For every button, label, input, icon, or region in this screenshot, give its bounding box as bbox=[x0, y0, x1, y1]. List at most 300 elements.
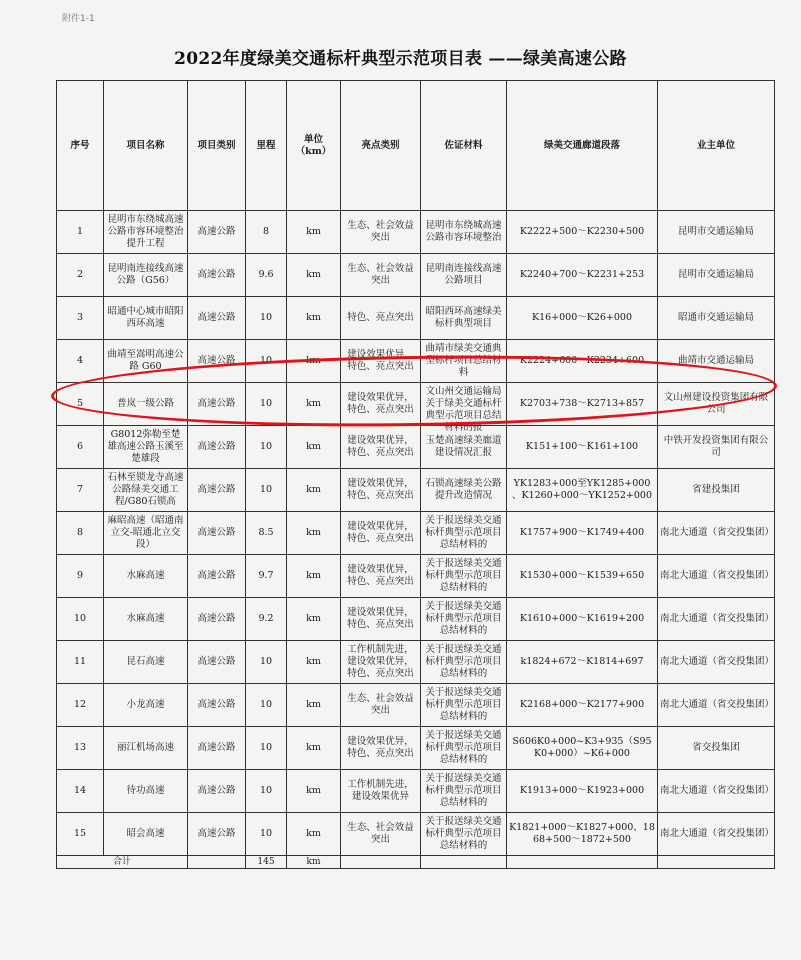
owner-unit-cell bbox=[658, 684, 775, 727]
page-title: 2022年度绿美交通标杆典型示范项目表 ——绿美高速公路 bbox=[174, 49, 627, 69]
table-row bbox=[57, 684, 775, 727]
evidence-material-cell bbox=[421, 512, 507, 555]
corridor-section-cell bbox=[507, 813, 658, 856]
unit: km bbox=[306, 613, 321, 624]
row-number-cell bbox=[57, 770, 104, 813]
project-name-cell bbox=[104, 297, 188, 340]
project-category: 高速公路 bbox=[197, 613, 236, 624]
owner-unit: 省交投集团 bbox=[692, 742, 740, 753]
header-cell: 单位 （km） bbox=[287, 81, 341, 211]
owner-unit-cell bbox=[658, 383, 775, 426]
evidence-material: 玉楚高速绿美廊道建设情况汇报 bbox=[425, 435, 502, 458]
mileage: 9.2 bbox=[258, 613, 274, 624]
corridor-section-cell bbox=[507, 598, 658, 641]
evidence-material-cell bbox=[421, 469, 507, 512]
owner-unit-cell bbox=[658, 770, 775, 813]
corridor-section: S606K0+000~K3+935（S95K0+000）~K6+000 bbox=[512, 736, 652, 759]
project-category-cell bbox=[188, 555, 246, 598]
project-category-cell bbox=[188, 512, 246, 555]
project-category-cell bbox=[188, 469, 246, 512]
project-table bbox=[56, 80, 775, 869]
unit-cell bbox=[287, 813, 341, 856]
owner-unit-cell bbox=[658, 727, 775, 770]
corridor-section-cell bbox=[507, 727, 658, 770]
mileage-cell bbox=[246, 727, 287, 770]
mileage-cell bbox=[246, 641, 287, 684]
highlight-category: 建设效果优异，特色、亮点突出 bbox=[347, 435, 414, 458]
unit: km bbox=[306, 828, 321, 839]
corridor-section: K1530+000～K1539+650 bbox=[519, 570, 645, 581]
project-name-cell bbox=[104, 727, 188, 770]
project-name: 小龙高速 bbox=[126, 699, 165, 710]
evidence-material-cell bbox=[421, 383, 507, 433]
total-empty bbox=[507, 856, 658, 869]
corridor-section: K2703+738～K2713+857 bbox=[519, 398, 645, 409]
project-category: 高速公路 bbox=[197, 398, 236, 409]
row-number-cell bbox=[57, 426, 104, 469]
highlight-category-cell bbox=[341, 512, 421, 555]
owner-unit-cell bbox=[658, 297, 775, 340]
row-number-cell bbox=[57, 684, 104, 727]
mileage-cell bbox=[246, 254, 287, 297]
total-empty bbox=[341, 856, 421, 869]
project-name: 水麻高速 bbox=[126, 613, 165, 624]
project-category-cell bbox=[188, 383, 246, 426]
mileage: 10 bbox=[259, 785, 273, 796]
project-name-cell bbox=[104, 770, 188, 813]
project-name: 昭会高速 bbox=[126, 828, 165, 839]
owner-unit-cell bbox=[658, 598, 775, 641]
project-category-cell bbox=[188, 727, 246, 770]
mileage: 10 bbox=[259, 699, 273, 710]
evidence-material-cell bbox=[421, 211, 507, 254]
row-number-cell bbox=[57, 598, 104, 641]
project-category: 高速公路 bbox=[197, 527, 236, 538]
evidence-material-cell bbox=[421, 684, 507, 727]
evidence-material: 关于报送绿美交通标杆典型示范项目总结材料的 bbox=[425, 515, 502, 550]
project-category: 高速公路 bbox=[197, 828, 236, 839]
project-category-cell bbox=[188, 426, 246, 469]
corridor-section: K1610+000～K1619+200 bbox=[519, 613, 645, 624]
evidence-material: 关于报送绿美交通标杆典型示范项目总结材料的 bbox=[425, 558, 502, 593]
owner-unit: 昭通市交通运输局 bbox=[677, 312, 754, 323]
project-category: 高速公路 bbox=[197, 656, 236, 667]
row-number: 10 bbox=[73, 613, 87, 624]
mileage: 8.5 bbox=[258, 527, 274, 538]
mileage: 10 bbox=[259, 355, 273, 366]
unit-cell bbox=[287, 469, 341, 512]
mileage-cell bbox=[246, 426, 287, 469]
row-number: 2 bbox=[76, 269, 84, 280]
mileage-cell bbox=[246, 211, 287, 254]
unit-cell bbox=[287, 211, 341, 254]
table-row bbox=[57, 340, 775, 383]
table-row bbox=[57, 555, 775, 598]
project-category: 高速公路 bbox=[197, 441, 236, 452]
evidence-material: 昆明市东绕城高速公路市容环境整治 bbox=[425, 220, 502, 243]
project-name: 石林至锁龙寺高速公路绿美交通工程/G80石锁高 bbox=[107, 472, 184, 507]
row-number: 5 bbox=[76, 398, 84, 409]
project-category: 高速公路 bbox=[197, 484, 236, 495]
row-number: 11 bbox=[73, 656, 87, 667]
unit-cell bbox=[287, 684, 341, 727]
header-cell: 绿美交通廊道段落 bbox=[507, 81, 658, 211]
highlight-category: 建设效果优异，特色、亮点突出 bbox=[347, 392, 414, 415]
highlight-category: 工作机制先进，建设效果优异，特色、亮点突出 bbox=[347, 644, 414, 679]
unit: km bbox=[306, 785, 321, 796]
corridor-section-cell bbox=[507, 383, 658, 426]
unit: km bbox=[306, 269, 321, 280]
row-number: 13 bbox=[73, 742, 87, 753]
project-name-cell bbox=[104, 813, 188, 856]
owner-unit-cell bbox=[658, 641, 775, 684]
project-category-cell bbox=[188, 297, 246, 340]
total-label: 合计 bbox=[57, 856, 188, 869]
owner-unit-cell bbox=[658, 512, 775, 555]
evidence-material-cell bbox=[421, 598, 507, 641]
row-number: 8 bbox=[76, 527, 84, 538]
evidence-material: 曲靖市绿美交通典型标杆项目总结材料 bbox=[425, 343, 502, 378]
row-number-cell bbox=[57, 727, 104, 770]
unit-cell bbox=[287, 727, 341, 770]
table-header-row bbox=[57, 81, 775, 211]
row-number-cell bbox=[57, 297, 104, 340]
owner-unit-cell bbox=[658, 469, 775, 512]
table-row bbox=[57, 469, 775, 512]
highlight-category-cell bbox=[341, 254, 421, 297]
row-number: 6 bbox=[76, 441, 84, 452]
mileage: 9.6 bbox=[258, 269, 274, 280]
corridor-section-cell bbox=[507, 340, 658, 383]
unit: km bbox=[306, 699, 321, 710]
header-cell: 序号 bbox=[57, 81, 104, 211]
highlight-category-cell bbox=[341, 641, 421, 684]
mileage-cell bbox=[246, 770, 287, 813]
highlight-category: 生态、社会效益突出 bbox=[347, 693, 414, 716]
evidence-material-cell bbox=[421, 340, 507, 383]
project-name: 麻昭高速（昭通南立交-昭通北立交段） bbox=[107, 515, 184, 550]
project-category-cell bbox=[188, 211, 246, 254]
project-name: G8012弥勒至楚雄高速公路玉溪至楚雄段 bbox=[107, 429, 184, 464]
corridor-section: K2240+700～K2231+253 bbox=[519, 269, 645, 280]
mileage: 10 bbox=[259, 312, 273, 323]
highlight-category-cell bbox=[341, 297, 421, 340]
highlight-category-cell bbox=[341, 469, 421, 512]
total-empty bbox=[658, 856, 775, 869]
row-number: 14 bbox=[73, 785, 87, 796]
project-category: 高速公路 bbox=[197, 785, 236, 796]
evidence-material-cell bbox=[421, 254, 507, 297]
table-row bbox=[57, 383, 775, 426]
evidence-material: 关于报送绿美交通标杆典型示范项目总结材料的 bbox=[425, 687, 502, 722]
project-name-cell bbox=[104, 469, 188, 512]
evidence-material: 关于报送绿美交通标杆典型示范项目总结材料的 bbox=[425, 644, 502, 679]
owner-unit-cell bbox=[658, 426, 775, 469]
owner-unit: 南北大通道（省交投集团） bbox=[660, 828, 775, 839]
project-name-cell bbox=[104, 555, 188, 598]
owner-unit-cell bbox=[658, 211, 775, 254]
row-number-cell bbox=[57, 211, 104, 254]
unit-cell bbox=[287, 297, 341, 340]
evidence-material: 文山州交通运输局关于绿美交通标杆典型示范项目总结材料的报 bbox=[425, 386, 502, 433]
row-number-cell bbox=[57, 512, 104, 555]
owner-unit: 南北大通道（省交投集团） bbox=[660, 613, 775, 624]
highlight-category-cell bbox=[341, 383, 421, 426]
project-name-cell bbox=[104, 426, 188, 469]
highlight-category: 建设效果优异，特色、亮点突出 bbox=[347, 607, 414, 630]
evidence-material: 关于报送绿美交通标杆典型示范项目总结材料的 bbox=[425, 730, 502, 765]
corridor-section-cell bbox=[507, 211, 658, 254]
mileage-cell bbox=[246, 340, 287, 383]
project-name-cell bbox=[104, 598, 188, 641]
project-name-cell bbox=[104, 340, 188, 383]
highlight-category: 工作机制先进，建设效果优异 bbox=[347, 779, 414, 802]
total-row bbox=[57, 856, 775, 869]
row-number: 7 bbox=[76, 484, 84, 495]
row-number-cell bbox=[57, 555, 104, 598]
unit-cell bbox=[287, 340, 341, 383]
table-row bbox=[57, 254, 775, 297]
unit-cell bbox=[287, 383, 341, 426]
corridor-section-cell bbox=[507, 641, 658, 684]
owner-unit: 中铁开发投资集团有限公司 bbox=[663, 435, 769, 458]
project-name: 丽江机场高速 bbox=[116, 742, 174, 753]
project-category-cell bbox=[188, 340, 246, 383]
project-name-cell bbox=[104, 211, 188, 254]
highlight-category: 建设效果优异，特色、亮点突出 bbox=[347, 564, 414, 587]
highlight-category: 建设效果优异，特色、亮点突出 bbox=[347, 521, 414, 544]
owner-unit: 南北大通道（省交投集团） bbox=[660, 527, 775, 538]
highlight-category: 生态、社会效益突出 bbox=[347, 263, 414, 286]
project-category: 高速公路 bbox=[197, 312, 236, 323]
header-cell: 项目类别 bbox=[188, 81, 246, 211]
project-name: 水麻高速 bbox=[126, 570, 165, 581]
mileage-cell bbox=[246, 813, 287, 856]
owner-unit: 昆明市交通运输局 bbox=[677, 226, 754, 237]
project-name: 昆明市东绕城高速公路市容环境整治提升工程 bbox=[107, 214, 184, 249]
total-value: 145 bbox=[246, 856, 287, 869]
evidence-material: 昆明南连接线高速公路项目 bbox=[425, 263, 502, 286]
mileage-cell bbox=[246, 383, 287, 426]
table-row bbox=[57, 598, 775, 641]
highlight-category: 建设效果优异，特色、亮点突出 bbox=[347, 349, 414, 372]
project-category: 高速公路 bbox=[197, 269, 236, 280]
evidence-material-cell bbox=[421, 813, 507, 856]
mileage: 10 bbox=[259, 398, 273, 409]
table-row bbox=[57, 813, 775, 856]
project-name: 待功高速 bbox=[126, 785, 165, 796]
unit-cell bbox=[287, 598, 341, 641]
unit-cell bbox=[287, 770, 341, 813]
mileage-cell bbox=[246, 598, 287, 641]
corridor-section-cell bbox=[507, 512, 658, 555]
project-category-cell bbox=[188, 684, 246, 727]
corridor-section-cell bbox=[507, 684, 658, 727]
project-name-cell bbox=[104, 254, 188, 297]
corridor-section: YK1283+000至YK1285+000 、K1260+000～YK1252+000 bbox=[511, 478, 652, 501]
unit-cell bbox=[287, 426, 341, 469]
project-category: 高速公路 bbox=[197, 226, 236, 237]
project-name-cell bbox=[104, 684, 188, 727]
project-category: 高速公路 bbox=[197, 699, 236, 710]
project-name: 昆石高速 bbox=[126, 656, 165, 667]
unit: km bbox=[306, 570, 321, 581]
owner-unit: 文山州建设投资集团有限公司 bbox=[663, 392, 769, 415]
total-unit: km bbox=[287, 856, 341, 869]
corridor-section: K1757+900～K1749+400 bbox=[519, 527, 645, 538]
total-empty bbox=[421, 856, 507, 869]
unit: km bbox=[306, 656, 321, 667]
mileage-cell bbox=[246, 684, 287, 727]
evidence-material-cell bbox=[421, 555, 507, 598]
header-cell: 业主单位 bbox=[658, 81, 775, 211]
owner-unit: 省建投集团 bbox=[692, 484, 740, 495]
highlight-category: 建设效果优异，特色、亮点突出 bbox=[347, 478, 414, 501]
unit: km bbox=[306, 355, 321, 366]
mileage: 10 bbox=[259, 742, 273, 753]
owner-unit: 南北大通道（省交投集团） bbox=[660, 570, 775, 581]
evidence-material: 关于报送绿美交通标杆典型示范项目总结材料的 bbox=[425, 601, 502, 636]
project-name: 普岚一级公路 bbox=[116, 398, 174, 409]
corridor-section-cell bbox=[507, 254, 658, 297]
corridor-section: K151+100～K161+100 bbox=[525, 441, 639, 452]
corridor-section: K2222+500～K2230+500 bbox=[519, 226, 645, 237]
project-name-cell bbox=[104, 383, 188, 426]
header-cell: 亮点类别 bbox=[341, 81, 421, 211]
mileage: 10 bbox=[259, 484, 273, 495]
row-number-cell bbox=[57, 383, 104, 426]
owner-unit: 南北大通道（省交投集团） bbox=[660, 699, 775, 710]
project-name: 曲靖至嵩明高速公路 G60 bbox=[107, 349, 184, 372]
project-name: 昭通中心城市昭阳西环高速 bbox=[107, 306, 184, 329]
evidence-material: 关于报送绿美交通标杆典型示范项目总结材料的 bbox=[425, 773, 502, 808]
mileage: 8 bbox=[262, 226, 270, 237]
row-number: 15 bbox=[73, 828, 87, 839]
owner-unit-cell bbox=[658, 555, 775, 598]
mileage: 10 bbox=[259, 656, 273, 667]
evidence-material-cell bbox=[421, 770, 507, 813]
unit-cell bbox=[287, 512, 341, 555]
mileage: 9.7 bbox=[258, 570, 274, 581]
corridor-section-cell bbox=[507, 555, 658, 598]
project-category: 高速公路 bbox=[197, 355, 236, 366]
row-number-cell bbox=[57, 254, 104, 297]
corridor-section: k1824+672～K1814+697 bbox=[520, 656, 644, 667]
project-name: 昆明南连接线高速公路（G56） bbox=[107, 263, 184, 286]
row-number: 12 bbox=[73, 699, 87, 710]
mileage-cell bbox=[246, 297, 287, 340]
unit: km bbox=[306, 398, 321, 409]
corridor-section: K1913+000～K1923+000 bbox=[519, 785, 645, 796]
evidence-material: 关于报送绿美交通标杆典型示范项目总结材料的 bbox=[425, 816, 502, 851]
unit-cell bbox=[287, 555, 341, 598]
owner-unit-cell bbox=[658, 813, 775, 856]
row-number: 1 bbox=[76, 226, 84, 237]
row-number-cell bbox=[57, 641, 104, 684]
evidence-material: 昭阳西环高速绿美标杆典型项目 bbox=[425, 306, 502, 329]
owner-unit: 昆明市交通运输局 bbox=[677, 269, 754, 280]
highlight-category: 生态、社会效益突出 bbox=[347, 220, 414, 243]
highlight-category: 特色、亮点突出 bbox=[347, 312, 414, 323]
evidence-material-cell bbox=[421, 727, 507, 770]
row-number: 9 bbox=[76, 570, 84, 581]
unit-cell bbox=[287, 641, 341, 684]
project-category-cell bbox=[188, 641, 246, 684]
owner-unit: 南北大通道（省交投集团） bbox=[660, 656, 775, 667]
mileage-cell bbox=[246, 512, 287, 555]
row-number: 3 bbox=[76, 312, 84, 323]
unit-cell bbox=[287, 254, 341, 297]
annex-label: 附件1-1 bbox=[62, 14, 95, 24]
corridor-section-cell bbox=[507, 770, 658, 813]
owner-unit-cell bbox=[658, 254, 775, 297]
header-cell: 里程 bbox=[246, 81, 287, 211]
corridor-section: K2168+000～K2177+900 bbox=[519, 699, 645, 710]
row-number-cell bbox=[57, 340, 104, 383]
corridor-section: K16+000～K26+000 bbox=[531, 312, 633, 323]
unit: km bbox=[306, 484, 321, 495]
table-row bbox=[57, 641, 775, 684]
corridor-section-cell bbox=[507, 469, 658, 512]
total-empty bbox=[188, 856, 246, 869]
corridor-section: K1821+000～K1827+000、1868+500～1872+500 bbox=[509, 822, 655, 845]
owner-unit-cell bbox=[658, 340, 775, 383]
row-number: 4 bbox=[76, 355, 84, 366]
owner-unit: 南北大通道（省交投集团） bbox=[660, 785, 775, 796]
table-row bbox=[57, 211, 775, 254]
corridor-section: K2224+600～K2234+600 bbox=[519, 355, 645, 366]
project-category: 高速公路 bbox=[197, 570, 236, 581]
project-name-cell bbox=[104, 641, 188, 684]
highlight-category-cell bbox=[341, 211, 421, 254]
highlight-category-cell bbox=[341, 598, 421, 641]
unit: km bbox=[306, 312, 321, 323]
project-category-cell bbox=[188, 254, 246, 297]
unit: km bbox=[306, 527, 321, 538]
project-category-cell bbox=[188, 770, 246, 813]
highlight-category-cell bbox=[341, 770, 421, 813]
project-category-cell bbox=[188, 813, 246, 856]
header-cell: 项目名称 bbox=[104, 81, 188, 211]
highlight-category-cell bbox=[341, 426, 421, 469]
highlight-category-cell bbox=[341, 813, 421, 856]
evidence-material: 石锁高速绿美公路提升改造情况 bbox=[425, 478, 502, 501]
table-row bbox=[57, 426, 775, 469]
mileage-cell bbox=[246, 469, 287, 512]
highlight-category: 建设效果优异，特色、亮点突出 bbox=[347, 736, 414, 759]
row-number-cell bbox=[57, 469, 104, 512]
highlight-category-cell bbox=[341, 684, 421, 727]
header-cell: 佐证材料 bbox=[421, 81, 507, 211]
project-category-cell bbox=[188, 598, 246, 641]
corridor-section-cell bbox=[507, 297, 658, 340]
mileage: 10 bbox=[259, 828, 273, 839]
mileage-cell bbox=[246, 555, 287, 598]
unit: km bbox=[306, 742, 321, 753]
evidence-material-cell bbox=[421, 297, 507, 340]
mileage: 10 bbox=[259, 441, 273, 452]
row-number-cell bbox=[57, 813, 104, 856]
highlight-category: 生态、社会效益突出 bbox=[347, 822, 414, 845]
project-category: 高速公路 bbox=[197, 742, 236, 753]
owner-unit: 曲靖市交通运输局 bbox=[677, 355, 754, 366]
corridor-section-cell bbox=[507, 426, 658, 469]
highlight-category-cell bbox=[341, 727, 421, 770]
project-name-cell bbox=[104, 512, 188, 555]
table-row bbox=[57, 512, 775, 555]
highlight-category-cell bbox=[341, 555, 421, 598]
table-row bbox=[57, 727, 775, 770]
